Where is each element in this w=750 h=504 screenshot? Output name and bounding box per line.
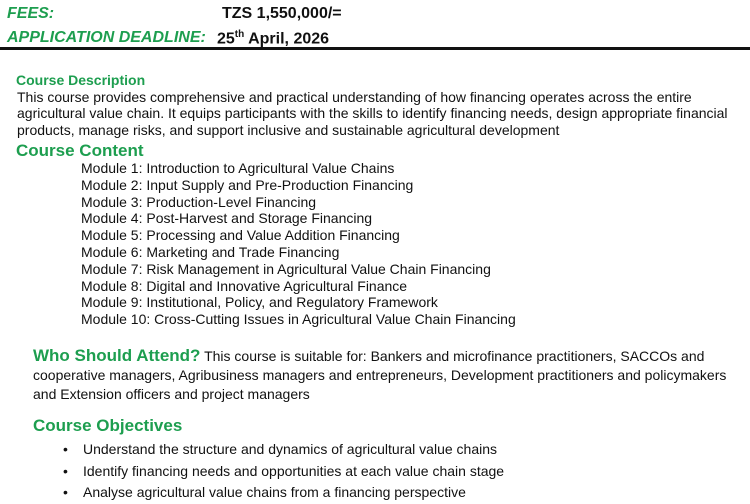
objectives-heading: Course Objectives [33,416,183,435]
bullet-icon: • [63,484,68,500]
objective-item [63,461,504,483]
module-item: Module 8: Digital and Innovative Agricultural Finance [81,277,408,294]
description-text: This course provides comprehensive and practical understanding of how financing operates across the entire agricultural value chain. It equips participants with the skills to identify financing needs, design appropriate financial products, manage risks, and support inclusive and sustainable agricultural development [17,89,728,138]
module-item: Module 5: Processing and Value Addition Financing [81,227,400,244]
module-item: Module 1: Introduction to Agricultural Value Chains [81,160,395,176]
objective-item [63,482,504,504]
module-item: Module 4: Post-Harvest and Storage Financing [81,210,373,227]
deadline-rest: April, 2026 [244,30,330,48]
module-item: Module 10: Cross-Cutting Issues in Agricultural Value Chain Financing [81,311,516,328]
content-heading: Course Content [16,141,144,160]
header-divider [0,47,750,50]
bullet-icon: • [63,462,68,479]
objective-text: Understand the structure and dynamics of agricultural value chains [83,441,497,457]
module-item: Module 9: Institutional, Policy, and Regulatory Framework [81,294,438,311]
module-list [81,160,516,328]
module-item: Module 3: Production-Level Financing [81,193,317,210]
bullet-icon: • [63,441,68,457]
module-item: Module 7: Risk Management in Agricultural Value Chain Financing [81,260,491,277]
objective-text: Analyse agricultural value chains from a financing perspective [83,484,466,500]
objective-text: Identify financing needs and opportunities at each value chain stage [83,462,505,479]
who-should-attend [33,346,733,404]
objective-item [63,439,504,461]
objectives-list [63,439,504,504]
deadline-label: APPLICATION DEADLINE: [7,29,206,46]
deadline-suffix: th [234,29,245,40]
deadline-day: 25 [217,30,235,48]
module-item: Module 2: Input Supply and Pre-Production Financing [81,176,414,193]
fees-label: FEES: [7,5,55,22]
module-item: Module 6: Marketing and Trade Financing [81,243,340,260]
attend-heading: Who Should Attend? [33,346,201,365]
fees-value: TZS 1,550,000/= [222,5,342,22]
deadline-value [217,29,329,48]
attend-text: This course is suitable for: Bankers and microfinance practitioners, SACCOs and cooperative managers, Agribusiness managers and entrepreneurs, Development practitioners and policymakers and Extension officers and project managers [33,348,727,402]
description-heading: Course Description [16,72,146,88]
